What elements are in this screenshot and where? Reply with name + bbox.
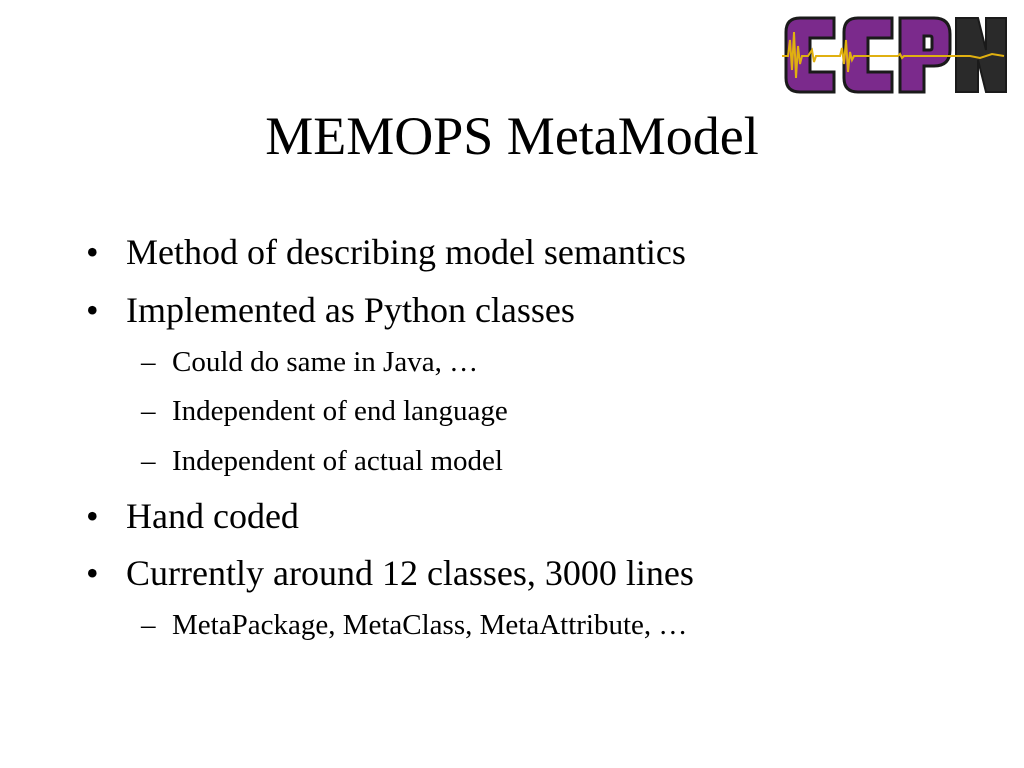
- sub-bullet-text: Independent of end language: [172, 395, 508, 427]
- bullet-marker: •: [86, 496, 99, 536]
- bullet-marker: •: [86, 232, 99, 272]
- sub-bullet-text: Independent of actual model: [172, 445, 503, 477]
- bullet-item: [86, 553, 694, 593]
- bullet-text: Currently around 12 classes, 3000 lines: [126, 553, 694, 593]
- sub-bullet-text: Could do same in Java, …: [172, 346, 479, 378]
- dash-marker: –: [141, 395, 156, 427]
- sub-bullet-text: MetaPackage, MetaClass, MetaAttribute, …: [172, 609, 688, 641]
- sub-bullet-item: [141, 394, 508, 428]
- sub-bullet-item: [141, 608, 688, 642]
- bullet-marker: •: [86, 290, 99, 330]
- sub-bullet-item: [141, 444, 503, 478]
- bullet-item: [86, 290, 575, 330]
- dash-marker: –: [141, 609, 156, 641]
- dash-marker: –: [141, 346, 156, 378]
- bullet-text: Method of describing model semantics: [126, 232, 686, 272]
- bullet-text: Implemented as Python classes: [126, 290, 575, 330]
- bullet-marker: •: [86, 553, 99, 593]
- sub-bullet-item: [141, 345, 479, 379]
- slide-title: MEMOPS MetaModel: [265, 106, 759, 166]
- bullet-item: [86, 232, 686, 272]
- dash-marker: –: [141, 445, 156, 477]
- bullet-text: Hand coded: [126, 496, 299, 536]
- bullet-item: [86, 496, 299, 536]
